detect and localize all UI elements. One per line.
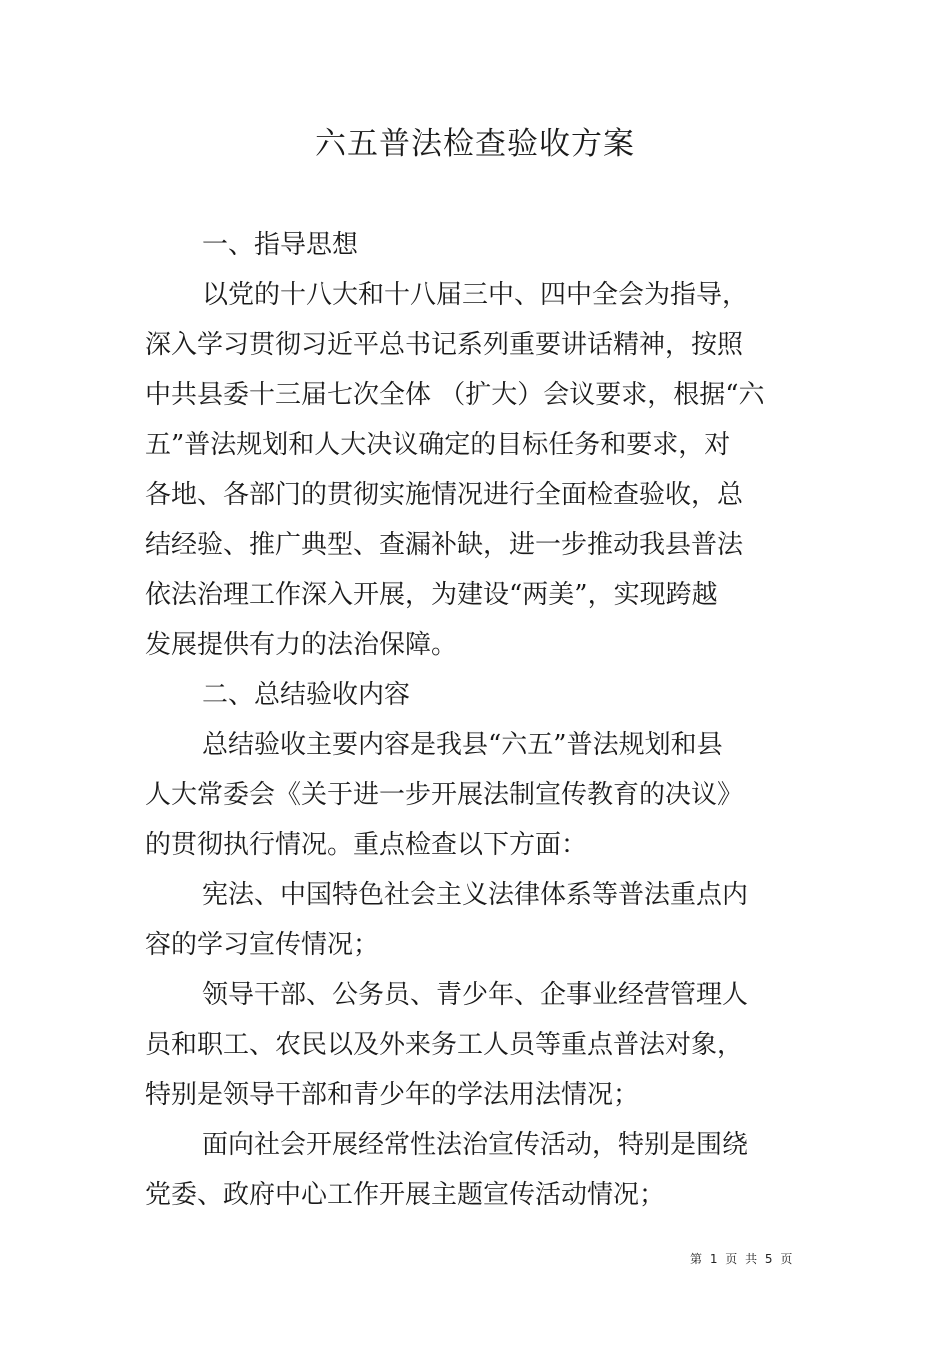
section-heading: 一、指导思想 [202,230,359,260]
paragraph-line: 人大常委会《关于进一步开展法制宣传教育的决议》 [145,780,744,810]
paragraph-line: 发展提供有力的法治保障。 [145,630,458,660]
paragraph-line: 以党的十八大和十八届三中、四中全会为指导， [202,280,749,310]
paragraph-line: 宪法、中国特色社会主义法律体系等普法重点内 [202,880,749,910]
paragraph-line: 深入学习贯彻习近平总书记系列重要讲话精神，按照 [145,330,744,360]
paragraph-line: 面向社会开展经常性法治宣传活动，特别是围绕 [202,1130,749,1160]
paragraph-line: 各地、各部门的贯彻实施情况进行全面检查验收，总 [145,480,744,510]
paragraph-line: 中共县委十三届七次全体 （扩大）会议要求，根据“六 [145,380,765,410]
paragraph-line: 总结验收主要内容是我县“六五”普法规划和县 [202,730,723,760]
paragraph-line: 容的学习宣传情况； [145,930,380,960]
page-number-footer: 第 1 页 共 5 页 [690,1252,793,1266]
paragraph-line: 依法治理工作深入开展，为建设“两美”，实现跨越 [145,580,718,610]
paragraph-line: 领导干部、公务员、青少年、企事业经营管理人 [202,980,749,1010]
paragraph-line: 特别是领导干部和青少年的学法用法情况； [145,1080,640,1110]
section-heading: 二、总结验收内容 [202,680,411,710]
document-title: 六五普法检查验收方案 [315,126,635,162]
paragraph-line: 结经验、推广典型、查漏补缺，进一步推动我县普法 [145,530,744,560]
paragraph-line: 党委、政府中心工作开展主题宣传活动情况； [145,1180,666,1210]
paragraph-line: 员和职工、农民以及外来务工人员等重点普法对象， [145,1030,744,1060]
paragraph-line: 五”普法规划和人大决议确定的目标任务和要求，对 [145,430,731,460]
paragraph-line: 的贯彻执行情况。重点检查以下方面： [145,830,588,860]
document-body [145,220,795,1220]
